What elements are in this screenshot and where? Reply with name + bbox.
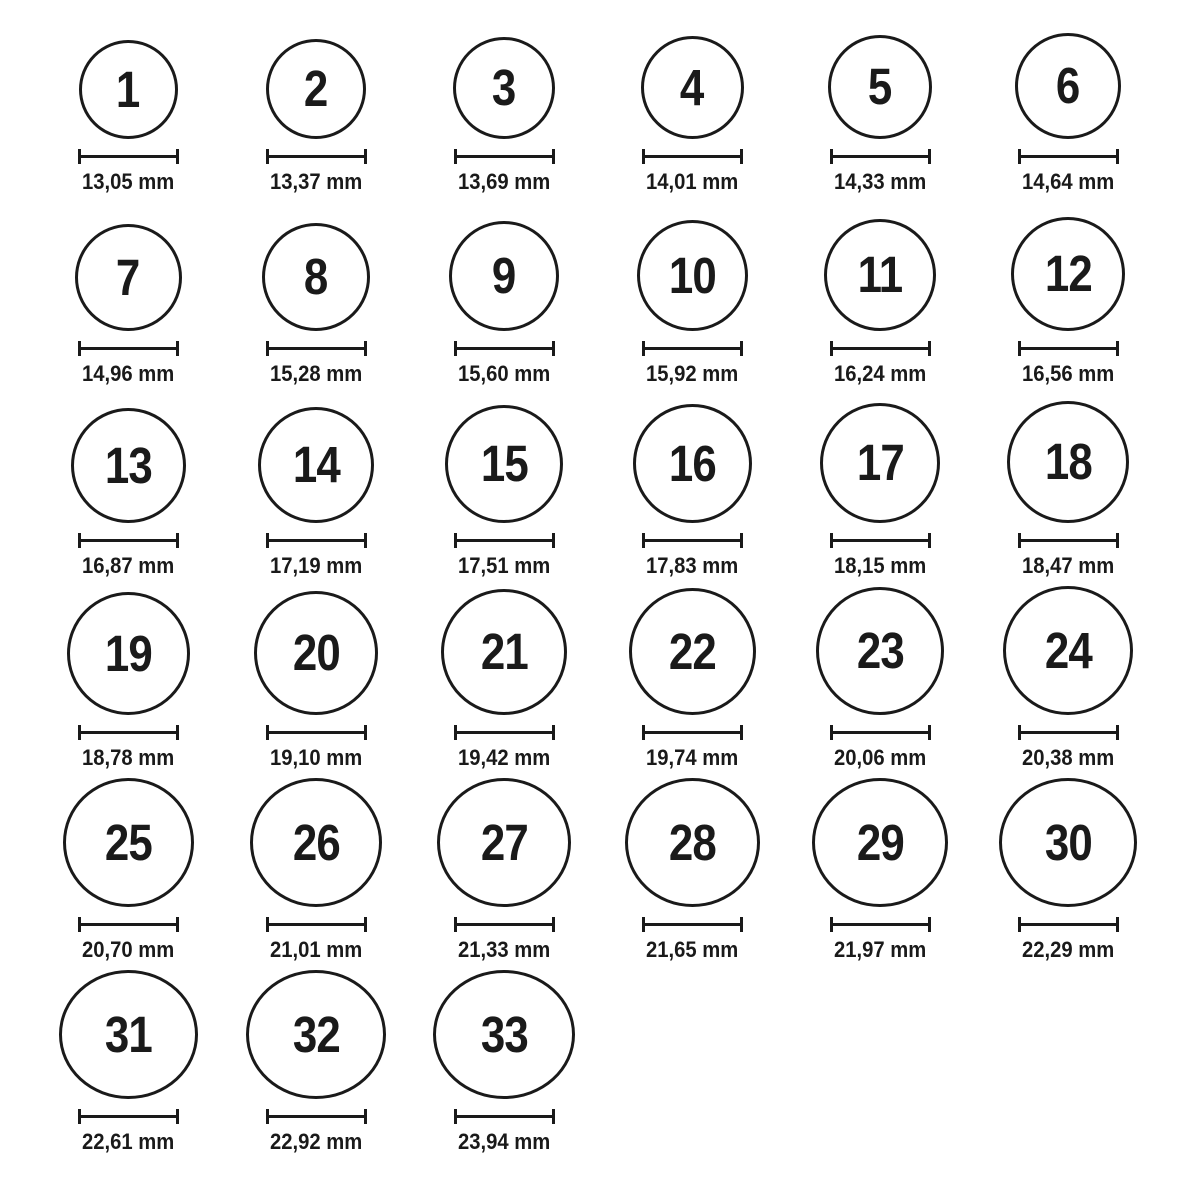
ring-circle xyxy=(246,970,386,1099)
ring-size-number: 8 xyxy=(304,248,328,306)
ring-size-number: 9 xyxy=(492,247,516,305)
ring-circle xyxy=(629,588,756,715)
ring-size-item xyxy=(222,202,410,394)
diameter-measure-line xyxy=(78,533,179,548)
diameter-measure-line xyxy=(454,533,555,548)
diameter-label: 13,37 mm xyxy=(269,168,363,194)
diameter-label: 16,87 mm xyxy=(81,552,175,578)
diameter-measure-line xyxy=(830,725,931,740)
diameter-measure-line xyxy=(1018,149,1119,164)
diameter-label: 19,10 mm xyxy=(269,744,363,770)
ring-size-item xyxy=(410,10,598,202)
ring-circle xyxy=(441,589,567,715)
ring-circle xyxy=(266,39,366,139)
ring-circle xyxy=(828,35,932,139)
diameter-measure-line xyxy=(266,725,367,740)
ring-size-item xyxy=(974,586,1162,778)
ring-size-number: 17 xyxy=(856,434,904,492)
ring-size-item xyxy=(786,778,974,970)
ring-size-number: 23 xyxy=(856,622,904,680)
ring-size-number: 7 xyxy=(116,248,140,306)
ring-circle xyxy=(449,221,559,331)
diameter-label: 21,01 mm xyxy=(269,936,363,962)
ring-size-number: 10 xyxy=(668,246,716,304)
ring-circle xyxy=(824,219,936,331)
chart-row xyxy=(34,970,1200,1162)
diameter-measure-line xyxy=(1018,725,1119,740)
ring-size-number: 31 xyxy=(104,1005,152,1063)
diameter-measure-line xyxy=(454,725,555,740)
ring-size-number: 15 xyxy=(480,435,528,493)
diameter-label: 22,61 mm xyxy=(81,1128,175,1154)
ring-size-item xyxy=(974,10,1162,202)
diameter-label: 13,05 mm xyxy=(81,168,175,194)
diameter-measure-line xyxy=(78,917,179,932)
ring-size-item xyxy=(34,970,222,1162)
ring-size-number: 19 xyxy=(104,624,152,682)
ring-size-item xyxy=(974,394,1162,586)
ring-size-number: 25 xyxy=(104,813,152,871)
diameter-label: 15,60 mm xyxy=(457,360,551,386)
diameter-label: 22,92 mm xyxy=(269,1128,363,1154)
diameter-measure-line xyxy=(454,149,555,164)
ring-size-item xyxy=(786,394,974,586)
diameter-measure-line xyxy=(266,917,367,932)
ring-size-item xyxy=(410,778,598,970)
ring-size-item xyxy=(34,202,222,394)
ring-size-item xyxy=(222,394,410,586)
diameter-measure-line xyxy=(266,533,367,548)
ring-size-item xyxy=(598,586,786,778)
diameter-label: 17,51 mm xyxy=(457,552,551,578)
diameter-measure-line xyxy=(266,1109,367,1124)
diameter-label: 14,64 mm xyxy=(1021,168,1115,194)
ring-circle xyxy=(1007,401,1129,523)
diameter-label: 19,42 mm xyxy=(457,744,551,770)
ring-size-number: 18 xyxy=(1044,433,1092,491)
ring-size-number: 20 xyxy=(292,624,340,682)
ring-size-item xyxy=(410,394,598,586)
diameter-measure-line xyxy=(1018,341,1119,356)
ring-circle xyxy=(79,40,178,139)
ring-circle xyxy=(1015,33,1121,139)
diameter-label: 18,78 mm xyxy=(81,744,175,770)
diameter-label: 14,33 mm xyxy=(833,168,927,194)
diameter-measure-line xyxy=(642,341,743,356)
ring-size-item xyxy=(222,10,410,202)
ring-size-number: 27 xyxy=(480,813,528,871)
diameter-measure-line xyxy=(642,725,743,740)
ring-size-item xyxy=(34,586,222,778)
ring-circle xyxy=(262,223,370,331)
diameter-measure-line xyxy=(1018,917,1119,932)
ring-circle xyxy=(445,405,563,523)
diameter-measure-line xyxy=(830,149,931,164)
diameter-label: 20,06 mm xyxy=(833,744,927,770)
diameter-label: 16,24 mm xyxy=(833,360,927,386)
ring-size-item xyxy=(222,970,410,1162)
ring-circle xyxy=(625,778,760,907)
diameter-measure-line xyxy=(454,917,555,932)
ring-size-item xyxy=(974,778,1162,970)
chart-row xyxy=(34,586,1200,778)
diameter-label: 14,01 mm xyxy=(645,168,739,194)
diameter-label: 14,96 mm xyxy=(81,360,175,386)
ring-size-number: 33 xyxy=(480,1005,528,1063)
ring-size-item xyxy=(222,586,410,778)
ring-circle xyxy=(63,778,194,907)
ring-size-item xyxy=(410,970,598,1162)
diameter-measure-line xyxy=(642,917,743,932)
ring-size-number: 30 xyxy=(1044,813,1092,871)
chart-row xyxy=(34,202,1200,394)
diameter-label: 18,47 mm xyxy=(1021,552,1115,578)
chart-row xyxy=(34,394,1200,586)
ring-circle xyxy=(820,403,940,523)
diameter-measure-line xyxy=(78,149,179,164)
diameter-measure-line xyxy=(78,725,179,740)
ring-circle xyxy=(1011,217,1125,331)
ring-size-number: 29 xyxy=(856,813,904,871)
ring-size-item xyxy=(410,586,598,778)
diameter-label: 20,38 mm xyxy=(1021,744,1115,770)
diameter-label: 13,69 mm xyxy=(457,168,551,194)
diameter-measure-line xyxy=(1018,533,1119,548)
diameter-label: 15,28 mm xyxy=(269,360,363,386)
ring-size-number: 12 xyxy=(1044,245,1092,303)
ring-circle xyxy=(816,587,944,715)
diameter-measure-line xyxy=(830,533,931,548)
diameter-measure-line xyxy=(78,1109,179,1124)
ring-circle xyxy=(1003,586,1133,715)
ring-size-number: 6 xyxy=(1056,57,1080,115)
ring-size-item xyxy=(974,202,1162,394)
chart-row xyxy=(34,10,1200,202)
diameter-label: 20,70 mm xyxy=(81,936,175,962)
diameter-label: 17,83 mm xyxy=(645,552,739,578)
ring-size-item xyxy=(34,778,222,970)
ring-size-item xyxy=(786,10,974,202)
diameter-label: 18,15 mm xyxy=(833,552,927,578)
ring-size-number: 14 xyxy=(292,436,340,494)
diameter-label: 16,56 mm xyxy=(1021,360,1115,386)
ring-circle xyxy=(67,592,190,715)
ring-size-number: 24 xyxy=(1044,621,1092,679)
diameter-label: 23,94 mm xyxy=(457,1128,551,1154)
diameter-measure-line xyxy=(642,149,743,164)
ring-circle xyxy=(75,224,182,331)
ring-size-number: 13 xyxy=(104,436,152,494)
ring-size-number: 32 xyxy=(292,1005,340,1063)
ring-circle xyxy=(71,408,186,523)
ring-circle xyxy=(437,778,571,907)
diameter-measure-line xyxy=(642,533,743,548)
ring-size-number: 3 xyxy=(492,59,516,117)
diameter-label: 22,29 mm xyxy=(1021,936,1115,962)
ring-circle xyxy=(637,220,748,331)
diameter-measure-line xyxy=(78,341,179,356)
ring-circle xyxy=(812,778,948,907)
ring-circle xyxy=(433,970,575,1099)
diameter-label: 17,19 mm xyxy=(269,552,363,578)
ring-size-number: 16 xyxy=(668,434,716,492)
ring-size-number: 26 xyxy=(292,813,340,871)
ring-circle xyxy=(633,404,752,523)
ring-size-item xyxy=(410,202,598,394)
diameter-measure-line xyxy=(830,341,931,356)
diameter-label: 15,92 mm xyxy=(645,360,739,386)
diameter-label: 19,74 mm xyxy=(645,744,739,770)
ring-size-number: 22 xyxy=(668,622,716,680)
ring-size-number: 4 xyxy=(680,58,704,116)
ring-size-number: 11 xyxy=(857,246,903,304)
ring-circle xyxy=(59,970,198,1099)
ring-size-item xyxy=(598,10,786,202)
chart-row xyxy=(34,778,1200,970)
ring-circle xyxy=(254,591,378,715)
diameter-measure-line xyxy=(454,1109,555,1124)
diameter-measure-line xyxy=(266,149,367,164)
ring-size-number: 21 xyxy=(480,623,528,681)
ring-size-item xyxy=(222,778,410,970)
ring-size-number: 5 xyxy=(868,58,892,116)
ring-size-number: 28 xyxy=(668,813,716,871)
ring-size-item xyxy=(598,778,786,970)
ring-size-item xyxy=(598,202,786,394)
diameter-measure-line xyxy=(830,917,931,932)
ring-circle xyxy=(999,778,1137,907)
ring-size-number: 2 xyxy=(304,60,328,118)
ring-circle xyxy=(258,407,374,523)
ring-circle xyxy=(250,778,382,907)
diameter-measure-line xyxy=(266,341,367,356)
ring-size-item xyxy=(34,394,222,586)
ring-size-number: 1 xyxy=(116,60,140,118)
ring-circle xyxy=(641,36,744,139)
ring-size-item xyxy=(598,394,786,586)
diameter-label: 21,97 mm xyxy=(833,936,927,962)
ring-size-item xyxy=(786,202,974,394)
ring-size-item xyxy=(34,10,222,202)
ring-circle xyxy=(453,37,555,139)
diameter-measure-line xyxy=(454,341,555,356)
diameter-label: 21,33 mm xyxy=(457,936,551,962)
diameter-label: 21,65 mm xyxy=(645,936,739,962)
ring-size-item xyxy=(786,586,974,778)
